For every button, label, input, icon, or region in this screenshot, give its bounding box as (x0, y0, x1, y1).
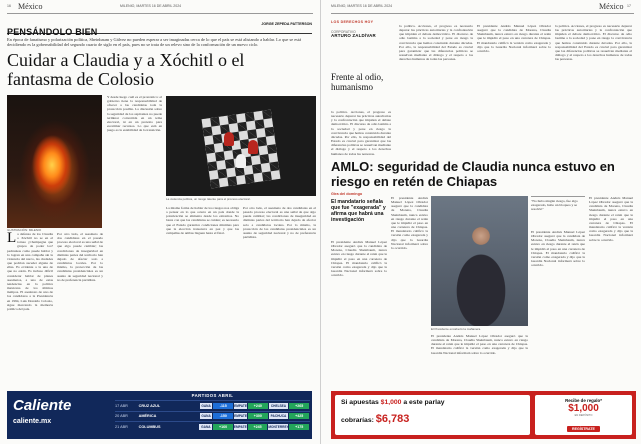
news-body-5: El presidente Andrés Manuel López Obrador aseguró que la candidata de Morena, Claudia Sheinbaum, nunca estuvo en riesgo durante el retén que le impidió el paso en una carretera de Chiapas. El mandatario calificó la versión como exagerada y dijo que la Guardia Nacional informará sobre lo ocurrido. (589, 196, 633, 242)
odds-value: +240 (248, 403, 268, 409)
news-body-1: El presidente Andrés Manuel López Obrador aseguró que la candidata de Morena, Claudia Sheinbaum, nunca estuvo en riesgo durante el retén que le impidió el paso en una carretera de Chiapas. El mandatario calificó la versión como exagerada y dijo que la Guardia Nacional informará sobre lo ocurrido. (331, 240, 387, 278)
column-label (331, 30, 386, 38)
body-column-3: Y desde luego cuál es el pronóstico: el gobierno tiene la responsabilidad de ofrecer a las candidatas toda la protección posible. La discusión sobre la seguridad de los aspirantes no puede terminar convertida en un tema electoral, ni en un pretexto para escatimar recursos. Lo que está en juego es la estabilidad de la transición. (107, 95, 162, 133)
odds-title: PARTIDOS ABRIL (191, 393, 234, 398)
news-body-3: El presidente Andrés Manuel López Obrador aseguró que la candidata de Morena, Claudia Sheinbaum, nunca estuvo en riesgo durante el retén que le impidió el paso en una carretera de Chiapas. El mandatario calificó la versión como exagerada y dijo que la Guardia Nacional informará sobre lo ocurrido. (431, 334, 528, 355)
body-text-1: a defensa de los Claudia o Xóchitl no se en el torneo ¿Champagne que grupos de poder los? pedruskas como puede hablar y lo logran en una campaña sin la violencia del narco, las ciudades que podrían suceder alguna de ellas. Es evidente a la una de que no están. Es incluso difícil considerar hablar de planes asesinatos, a uno de estas tendencias en la política mexicana de los últimos tiempos. El asesinato de uno de los candidatos a la Presidencia en 1994, Luis Donaldo Colosio, sigue marcando la memoria política del país. (7, 232, 53, 311)
column-category: CORPORATIVO (331, 30, 356, 34)
date-line-left: MILENIO, MARTES 16 DE ABRIL 2024 (120, 4, 182, 8)
page-number-right: 17 (627, 4, 631, 8)
match-date: 21 ABR (115, 424, 128, 429)
chess-board (201, 109, 280, 188)
body-column-1 (7, 232, 53, 387)
section-title-left: México (18, 2, 43, 11)
odds-value: +425 (289, 413, 309, 419)
president-photo-caption: El Presidente encabezó la mañanera. (431, 327, 482, 331)
odds-value: +245 (248, 424, 268, 430)
register-button[interactable]: REGÍSTRATE (567, 426, 600, 432)
body-column-4: La misma forma de hablar de los riesgos nos obliga a pensar en lo que ocurre en un país donde la polarización se alimenta desde los extremos. No basta con que las candidatas se cuiden; es necesario que el Estado garantice condiciones mínimas para que la elección transcurra en paz y que las campañas de ambas lleguen hasta el final. (166, 206, 239, 235)
top-rule-left (7, 13, 313, 14)
odds-tag: GANA (201, 414, 211, 419)
right-page (321, 0, 641, 444)
opinion-column-4: la política. Acciones, el progreso es necesario depurar las prácticas autoritarias y la confrontación que impiden el debate democrático. El discurso de odio lastima a la sociedad y pone en riesgo la convivencia que hemos construido durante décadas. Por ello, la responsabilidad del Estado es crucial para garantizar que las diferencias políticas se resuelvan mediante el diálogo y el respeto a los derechos humanos de todas las personas. (555, 24, 632, 62)
chess-photo (166, 96, 316, 196)
fire-illustration (7, 95, 102, 228)
parlay-offer (335, 395, 530, 435)
column-header (7, 22, 312, 37)
column-name: PENSÁNDOLO BIEN (7, 27, 98, 37)
caliente-ad[interactable] (7, 391, 312, 439)
match-date: 20 ABR (115, 414, 128, 419)
odds-value: +175 (289, 424, 309, 430)
gift-amount: $1,000 (568, 403, 599, 414)
chess-caption: La violencia política, un riesgo latente para el proceso electoral. (166, 197, 251, 201)
left-page (0, 0, 320, 444)
chess-piece-red (248, 140, 258, 154)
parlay-payout: $6,783 (375, 413, 410, 425)
opponent-name: CHELSEA (269, 403, 289, 409)
parlay-stake: $1,000 (380, 399, 402, 406)
column-body: la política. Acciones, el progreso es necesario depurar las prácticas autoritarias y la confrontación que impiden el debate democrático. El discurso de odio lastima a la sociedad y pone en riesgo la convivencia que hemos construido durante décadas. Por ello, la responsabilidad del Estado es crucial para garantizar que las diferencias políticas se resuelvan mediante el diálogo y el respeto a los derechos humanos de todas las personas. (331, 110, 391, 155)
parlay-text: cobrarías: (341, 417, 374, 424)
author-name: JORGE ZEPEDA PATTERSON (261, 22, 312, 26)
top-rule-right (331, 13, 634, 14)
date-line-right: MILENIO, MARTES 16 DE ABRIL 2024 (331, 4, 393, 8)
news-body-2: El presidente Andrés Manuel López Obrador aseguró que la candidata de Morena, Claudia Sheinbaum, nunca estuvo en riesgo durante el retén que le impidió el paso en una carretera de Chiapas. El mandatario calificó la versión como exagerada y dijo que la Guardia Nacional informará sobre lo ocurrido. (391, 196, 428, 250)
odds-tag: GANA (201, 403, 211, 408)
news-deck: El mandatario señala que fue "exagerada" y afirma que habrá una investigación (331, 199, 386, 223)
drop-cap: L (7, 232, 17, 246)
section-title-right: México (599, 2, 624, 11)
opinion-column-2: la política. Acciones, el progreso es necesario depurar las prácticas autoritarias y la confrontación que impiden el debate democrático. El discurso de odio lastima a la sociedad y pone en riesgo la convivencia que hemos construido durante décadas. Por ello, la responsabilidad del Estado es crucial para garantizar que las diferencias políticas se resuelvan mediante el diálogo y el respeto a los derechos humanos de todas las personas. (399, 24, 473, 62)
article-deck: En época de fanatismo y polarización política, Sheinbaum y Gálvez no pueden esperar a ser imaginadas cerca de lo que el país se está alistando a hablar. Lo que se está decidiendo es la gobernabilidad del segundo cuarto de siglo en el país, pues no se trata de un relevo sino de la conformación de un nuevo ciclo. (7, 37, 302, 48)
parlay-line-1 (341, 399, 445, 406)
section-kicker: LOS DERECHOS HOY (331, 20, 374, 24)
body-column-5: Por otro lado, el asesinato de dos candidatas en el pasado proceso electoral es una señal de que algo puede cambiar; las condiciones de inseguridad en distintas partes del territorio han dejado de afectar solo a candidatos locales. Por lo mismo, la protección de las candidatas presidenciales es un asunto de seguridad nacional y no de preferencia partidista. (243, 206, 316, 240)
team-name: CRUZ AZUL (138, 403, 161, 408)
odds-tag: EMPATE (233, 424, 247, 429)
match-date: 17 ABR (115, 403, 128, 408)
news-kicker: Gira del domingo (331, 192, 363, 196)
caliente-logo: Caliente (13, 397, 72, 414)
pull-quote: "No hubo ningún riesgo, fue algo exagerado, hubo un bloqueo y se resolvió" (531, 196, 585, 212)
odds-tag: EMPATE (234, 403, 247, 408)
president-photo (431, 196, 528, 326)
parlay-text: a este parlay (403, 399, 445, 406)
opponent-name: PACHUCA (270, 414, 287, 419)
gift-title: Recibe de regalo* (565, 398, 602, 403)
caliente-url[interactable]: caliente.mx (13, 418, 52, 425)
article-headline: Cuidar a Claudia y a Xóchitl o el fantasma de Colosio (7, 50, 245, 89)
parlay-text: Si apuestas (341, 399, 379, 406)
gift-offer (535, 395, 632, 435)
column-author: ARTURO ZALDÍVAR (331, 33, 376, 38)
odds-value: +300 (248, 413, 268, 419)
team-name: COLUMBUS (138, 424, 161, 429)
gift-fineprint: EN DEPÓSITO (574, 414, 593, 417)
column-title: Frente al odio, humanismo (331, 72, 384, 92)
byline (261, 22, 312, 26)
parlay-ad[interactable] (331, 391, 636, 439)
parlay-line-2 (341, 413, 409, 425)
odds-tag: GANA (201, 424, 211, 429)
opinion-column-3: El presidente Andrés Manuel López Obrador aseguró que la candidata de Morena, Claudia Sheinbaum, nunca estuvo en riesgo durante el retén que le impidió el paso en una carretera de Chiapas. El mandatario calificó la versión como exagerada y dijo que la Guardia Nacional informará sobre lo ocurrido. (477, 24, 551, 53)
fire-caption: ILUSTRACIÓN: MILENIO (7, 228, 42, 232)
odds-row (115, 400, 310, 411)
body-column-2: Por otro lado, el asesinato de dos candidatas en el pasado proceso electoral es una señal de que algo puede cambiar; las condiciones de inseguridad en distintas partes del territorio han dejado de afectar solo a candidatos locales. Por lo mismo, la protección de las candidatas presidenciales es un asunto de seguridad nacional y no de preferencia partidista. (57, 232, 103, 282)
odds-table (115, 400, 310, 432)
odds-value: -150 (213, 413, 233, 419)
page-number-left: 16 (7, 4, 11, 8)
odds-row (115, 411, 310, 422)
chess-piece-red (224, 132, 234, 146)
chess-piece-white (236, 154, 246, 168)
news-body-4: El presidente Andrés Manuel López Obrador aseguró que la candidata de Morena, Claudia Sheinbaum, nunca estuvo en riesgo durante el retén que le impidió el paso en una carretera de Chiapas. El mandatario calificó la versión como exagerada y dijo que la Guardia Nacional informará sobre lo ocurrido. (531, 230, 585, 268)
odds-tag: EMPATE (234, 414, 247, 419)
odds-value: +265 (289, 403, 309, 409)
odds-value: +160 (213, 424, 233, 430)
odds-value: -115 (213, 403, 233, 409)
news-headline: AMLO: seguridad de Claudia nunca estuvo en riesgo en retén de Chiapas (331, 159, 615, 189)
opponent-name: MONTERREY (268, 424, 289, 429)
odds-row (115, 421, 310, 432)
team-name: AMÉRICA (138, 414, 157, 419)
